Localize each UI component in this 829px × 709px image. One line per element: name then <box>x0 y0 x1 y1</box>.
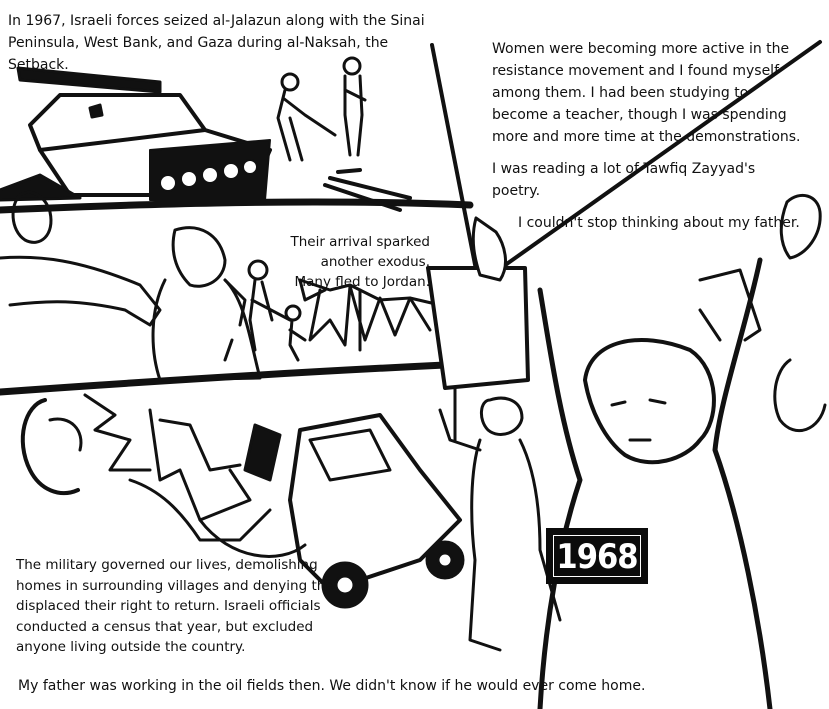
caption-military-rule: The military governed our lives, demolishing homes in surrounding villages and denying the displaced their right to return. Israeli officials conducted a census that year, but excluded anyone living outside the country. <box>16 557 334 655</box>
caption-poetry: I was reading a lot of Tawfiq Zayyad's poetry. <box>492 161 756 199</box>
soldier-figures <box>278 58 410 210</box>
caption-exodus-line2: Many fled to Jordan. <box>294 274 430 290</box>
demolition-rubble-illustration <box>23 395 280 540</box>
caption-resistance <box>492 38 802 244</box>
protest-sign-illustration <box>428 268 528 440</box>
caption-father-thoughts: I couldn't stop thinking about my father. <box>518 215 800 231</box>
year-badge-text: 1968 <box>556 537 638 577</box>
caption-resistance-paragraph: Women were becoming more active in the resistance movement and I found myself among them. I had been studying to become a teacher, though I was spending more and more time at the demonstrations. <box>492 41 801 145</box>
caption-exodus-line1: Their arrival sparked another exodus. <box>290 234 430 270</box>
caption-oil-fields: My father was working in the oil fields then. We didn't know if he would ever come home. <box>18 678 646 694</box>
woman-protester-right <box>700 270 825 431</box>
caption-1967-seizure: In 1967, Israeli forces seized al-Jalazun along with the Sinai Peninsula, West Bank, and Gaza during al-Naksah, the Setback. <box>8 13 425 73</box>
tank-illustration <box>0 68 270 200</box>
year-badge <box>546 528 648 584</box>
caption-exodus <box>240 232 430 292</box>
